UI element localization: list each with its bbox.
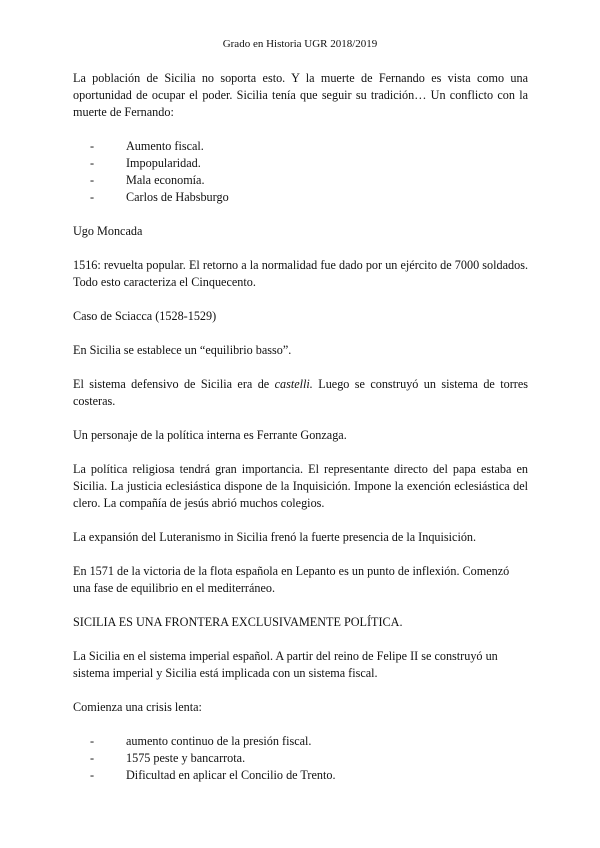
paragraph-crisis-lenta: Comienza una crisis lenta: — [73, 700, 202, 714]
list-crisis — [73, 733, 528, 784]
list-conflicto — [73, 138, 528, 206]
list-item — [90, 750, 528, 767]
paragraph-caso-sciacca: Caso de Sciacca (1528-1529) — [73, 309, 217, 323]
paragraph-sistema-imperial: La Sicilia en el sistema imperial español. A partir del reino de Felipe II se construyó un sistema imperial y Sicilia está implicada con un sistema fiscal. — [73, 649, 498, 680]
dash-bullet: - — [90, 190, 95, 204]
text-run: El sistema defensivo de Sicilia era de — [73, 377, 275, 391]
text-run: Luego se construyó un sistema de torres costeras. — [73, 377, 528, 408]
paragraph-sicilia-poblacion: La población de Sicilia no soporta esto. Y la muerte de Fernando es vista como una oportunidad de ocupar el poder. Sicilia tenía que seguir su tradición… Un conflicto con la muerte de Fernando: — [73, 71, 528, 119]
list-item-text: Aumento fiscal. — [126, 139, 204, 153]
paragraph-ugo-moncada: Ugo Moncada — [73, 224, 143, 238]
dash-bullet: - — [90, 734, 95, 748]
list-item — [90, 138, 528, 155]
list-item-text: aumento continuo de la presión fiscal. — [126, 734, 312, 748]
list-item-text: Dificultad en aplicar el Concilio de Trento. — [126, 768, 336, 782]
list-item-text: Mala economía. — [126, 173, 205, 187]
paragraph-luteranismo: La expansión del Luteranismo in Sicilia frenó la fuerte presencia de la Inquisición. — [73, 530, 477, 544]
list-item-text: Impopularidad. — [126, 156, 201, 170]
dash-bullet: - — [90, 139, 95, 153]
list-item — [90, 172, 528, 189]
list-item-text: Carlos de Habsburgo — [126, 190, 229, 204]
dash-bullet: - — [90, 173, 95, 187]
paragraph-equilibrio-basso: En Sicilia se establece un “equilibrio basso”. — [73, 343, 292, 357]
paragraph-sistema-defensivo — [73, 376, 528, 410]
list-item — [90, 733, 528, 750]
list-item-text: 1575 peste y bancarrota. — [126, 751, 246, 765]
italic-term: castelli. — [274, 377, 313, 391]
paragraph-ferrante-gonzaga: Un personaje de la política interna es Ferrante Gonzaga. — [73, 428, 347, 442]
paragraph-lepanto: En 1571 de la victoria de la flota española en Lepanto es un punto de inflexión. Comenzó una fase de equilibrio en el mediterráneo. — [73, 564, 510, 595]
dash-bullet: - — [90, 768, 95, 782]
paragraph-revuelta-1516: 1516: revuelta popular. El retorno a la normalidad fue dado por un ejército de 7000 soldados. Todo esto caracteriza el Cinquecento. — [73, 258, 528, 289]
list-item — [90, 155, 528, 172]
list-item — [90, 767, 528, 784]
document-body — [73, 70, 528, 801]
paragraph-frontera-politica: SICILIA ES UNA FRONTERA EXCLUSIVAMENTE POLÍTICA. — [73, 615, 403, 629]
list-item — [90, 189, 528, 206]
page-header: Grado en Historia UGR 2018/2019 — [222, 38, 378, 50]
paragraph-politica-religiosa: La política religiosa tendrá gran importancia. El representante directo del papa estaba en Sicilia. La justicia eclesiástica dispone de la Inquisición. Impone la exención eclesiástica del clero. La compañía de jesús abrió muchos colegios. — [73, 462, 528, 510]
dash-bullet: - — [90, 751, 95, 765]
dash-bullet: - — [90, 156, 95, 170]
